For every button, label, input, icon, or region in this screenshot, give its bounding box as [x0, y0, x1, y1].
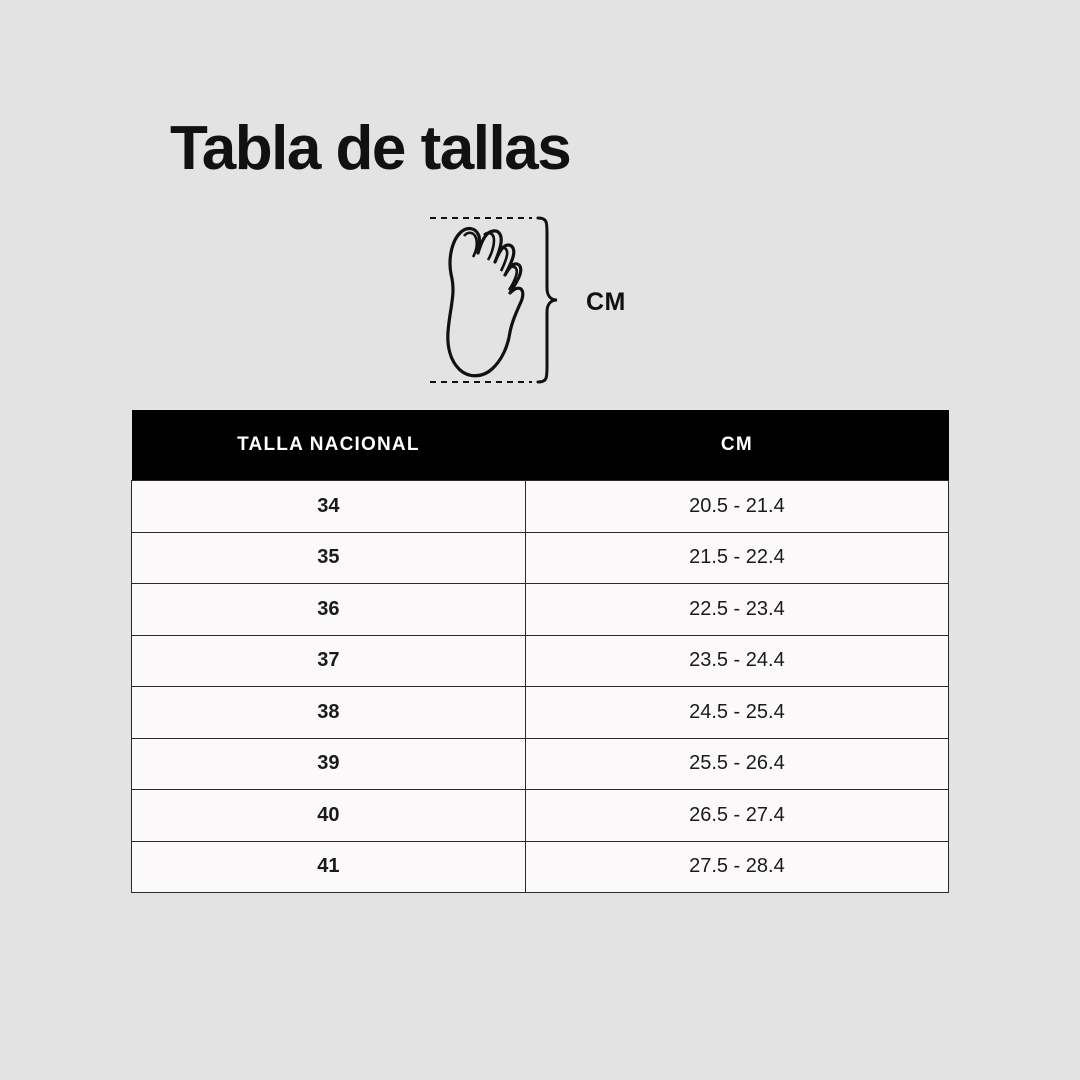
cell-size: 35 [132, 532, 526, 584]
cell-cm: 25.5 - 26.4 [525, 738, 948, 790]
size-table-container [131, 410, 949, 893]
cell-size: 34 [132, 481, 526, 533]
table-row [132, 687, 949, 739]
cell-cm: 20.5 - 21.4 [525, 481, 948, 533]
table-header-row [132, 410, 949, 481]
cell-cm: 26.5 - 27.4 [525, 790, 948, 842]
cell-cm: 23.5 - 24.4 [525, 635, 948, 687]
cell-cm: 22.5 - 23.4 [525, 584, 948, 636]
cell-cm: 27.5 - 28.4 [525, 841, 948, 893]
page-title: Tabla de tallas [170, 114, 571, 183]
table-row [132, 532, 949, 584]
cell-size: 41 [132, 841, 526, 893]
table-row [132, 584, 949, 636]
size-table [131, 410, 949, 893]
foot-measurement-diagram [420, 210, 680, 390]
table-row [132, 738, 949, 790]
cell-size: 40 [132, 790, 526, 842]
table-row [132, 481, 949, 533]
brace-icon [538, 218, 557, 382]
table-row [132, 841, 949, 893]
cell-size: 36 [132, 584, 526, 636]
cell-size: 38 [132, 687, 526, 739]
column-header-cm: CM [525, 410, 948, 481]
table-row [132, 635, 949, 687]
cell-cm: 24.5 - 25.4 [525, 687, 948, 739]
cell-size: 39 [132, 738, 526, 790]
table-row [132, 790, 949, 842]
cell-size: 37 [132, 635, 526, 687]
foot-sole-icon [448, 229, 523, 376]
cell-cm: 21.5 - 22.4 [525, 532, 948, 584]
cm-measure-label: CM [586, 288, 626, 316]
column-header-talla-nacional: TALLA NACIONAL [132, 410, 526, 481]
